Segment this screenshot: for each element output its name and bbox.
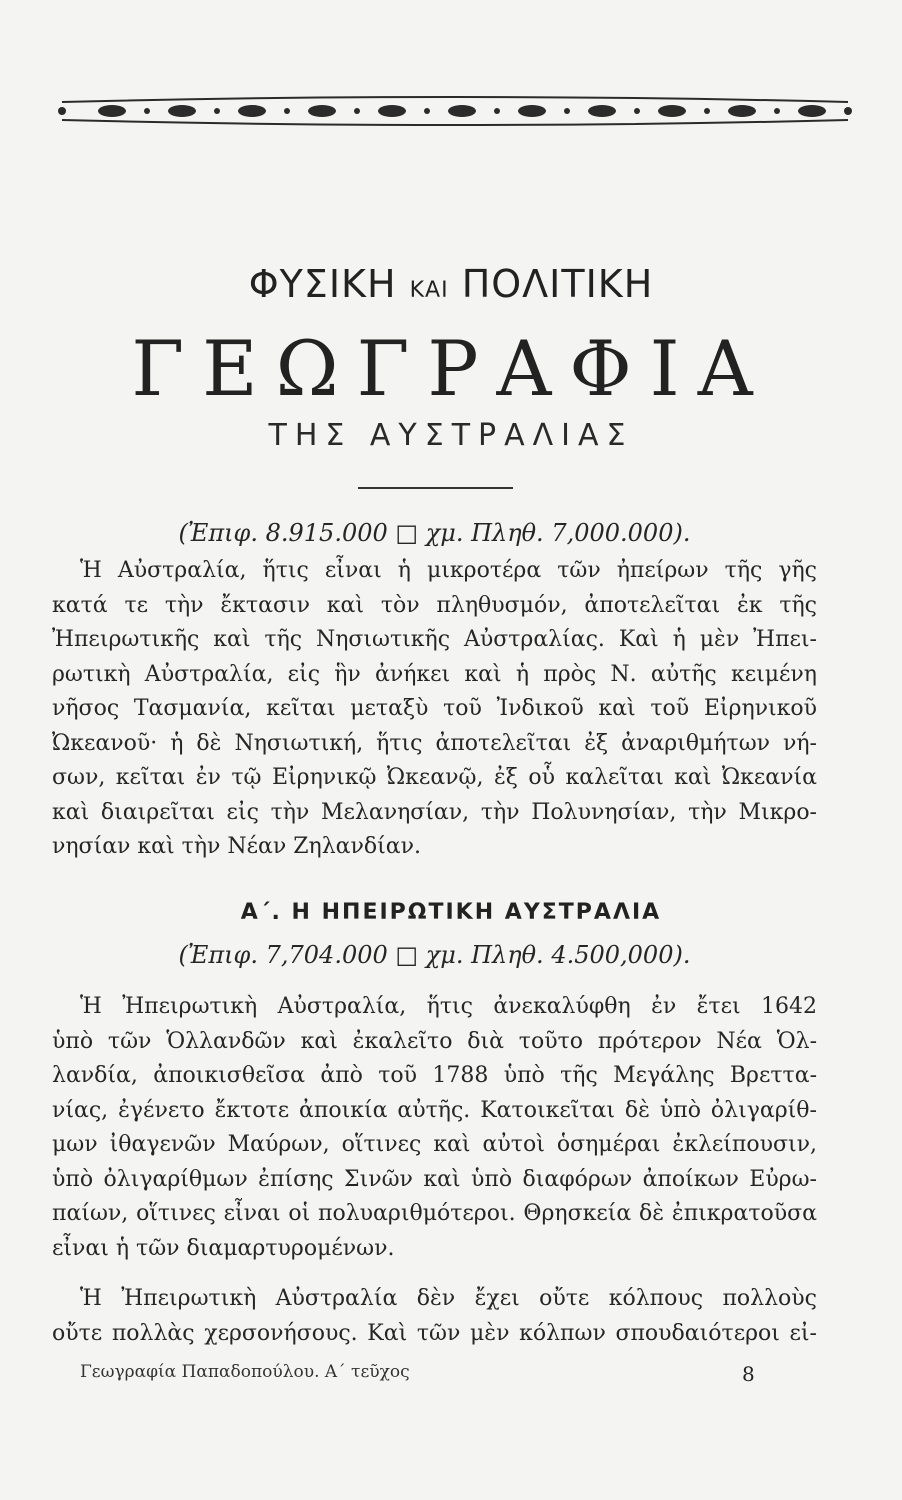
title-line-1 <box>0 262 902 306</box>
paragraph-line: μων ἰθαγενῶν Μαύρων, οἵτινες καὶ αὐτοὶ ὁσημέραι ἐκλείπουσιν, <box>52 1132 817 1157</box>
paragraph-line: Ἡ Αὐστραλία, ἥτις εἶναι ἡ μικροτέρα τῶν ἠπείρων τῆς γῆς <box>80 558 817 583</box>
paragraph-line: Ὠκεανοῦ· ἡ δὲ Νησιωτική, ἥτις ἀποτελεῖται ἐξ ἀναριθμήτων νή- <box>52 730 817 756</box>
title-divider <box>358 487 513 489</box>
intro-stats: (Ἐπιφ. 8.915.000 □ χμ. Πληθ. 7,000.000). <box>178 519 691 547</box>
page-footer-signature: Γεωγραφία Παπαδοπούλου. Α΄ τεῦχος <box>80 1362 410 1382</box>
subtitle: ΤΗΣ ΑΥΣΤΡΑΛΙΑΣ <box>268 418 634 453</box>
section-stats: (Ἐπιφ. 7,704.000 □ χμ. Πληθ. 4.500,000). <box>178 941 691 969</box>
title-connector: ΚΑΙ <box>409 278 449 303</box>
paragraph-line: σων, κεῖται ἐν τῷ Εἰρηνικῷ Ὠκεανῷ, ἐξ οὗ καλεῖται καὶ Ὠκεανία <box>52 765 817 790</box>
paragraph-line: νῆσος Τασμανία, κεῖται μεταξὺ τοῦ Ἰνδικοῦ καὶ τοῦ Εἰρηνικοῦ <box>52 696 817 721</box>
paragraph-line: εἶναι ἡ τῶν διαμαρτυρομένων. <box>52 1235 395 1261</box>
paragraph-line: Ἠπειρωτικῆς καὶ τῆς Νησιωτικῆς Αὐστραλίας. Καὶ ἡ μὲν Ἠπει- <box>52 627 817 652</box>
page-number: 8 <box>742 1362 755 1386</box>
title-physical: ΦΥΣΙΚΗ <box>248 262 397 306</box>
paragraph-line: ὑπὸ τῶν Ὁλλανδῶν καὶ ἐκαλεῖτο διὰ τοῦτο πρότερον Νέα Ὁλ- <box>52 1028 817 1054</box>
paragraph-line: ὑπὸ ὀλιγαρίθμων ἐπίσης Σινῶν καὶ ὑπὸ διαφόρων ἀποίκων Εὐρω- <box>52 1166 817 1192</box>
paragraph-1 <box>52 554 817 865</box>
paragraph-line: νίας, ἐγένετο ἔκτοτε ἀποικία αὐτῆς. Κατοικεῖται δὲ ὑπὸ ὀλιγαρίθ- <box>52 1097 817 1123</box>
section-heading: Α΄. Η ΗΠΕΙΡΩΤΙΚΗ ΑΥΣΤΡΑΛΙΑ <box>240 900 662 925</box>
paragraph-line: Ἡ Ἠπειρωτικὴ Αὐστραλία δὲν ἔχει οὔτε κόλπους πολλοὺς <box>80 1286 817 1311</box>
paragraph-line: κατά τε τὴν ἔκτασιν καὶ τὸν πληθυσμόν, ἀποτελεῖται ἐκ τῆς <box>52 592 817 618</box>
paragraph-line: καὶ διαιρεῖται εἰς τὴν Μελανησίαν, τὴν Πολυνησίαν, τὴν Μικρο- <box>52 799 817 825</box>
paragraph-line: παίων, οἵτινες εἶναι οἱ πολυαριθμότεροι. Θρησκεία δὲ ἐπικρατοῦσα <box>52 1201 817 1226</box>
paragraph-line: ρωτικὴ Αὐστραλία, εἰς ἣν ἀνήκει καὶ ἡ πρὸς Ν. αὐτῆς κειμένη <box>52 661 817 687</box>
paragraph-2 <box>52 990 817 1266</box>
main-title: ΓΕΩΓΡΑΦΙΑ <box>131 324 771 413</box>
paragraph-line: λανδία, ἀποικισθεῖσα ἀπὸ τοῦ 1788 ὑπὸ τῆς Μεγάλης Βρεττα- <box>52 1063 817 1088</box>
paragraph-3 <box>52 1282 817 1351</box>
ornament-band-icon <box>52 88 858 134</box>
paragraph-line: Ἡ Ἠπειρωτικὴ Αὐστραλία, ἥτις ἀνεκαλύφθη ἐν ἔτει 1642 <box>80 994 817 1019</box>
title-political: ΠΟΛΙΤΙΚΗ <box>461 262 654 306</box>
paragraph-line: νησίαν καὶ τὴν Νέαν Ζηλανδίαν. <box>52 834 421 859</box>
paragraph-line: οὔτε πολλὰς χερσονήσους. Καὶ τῶν μὲν κόλπων σπουδαιότεροι εἰ- <box>52 1320 817 1346</box>
